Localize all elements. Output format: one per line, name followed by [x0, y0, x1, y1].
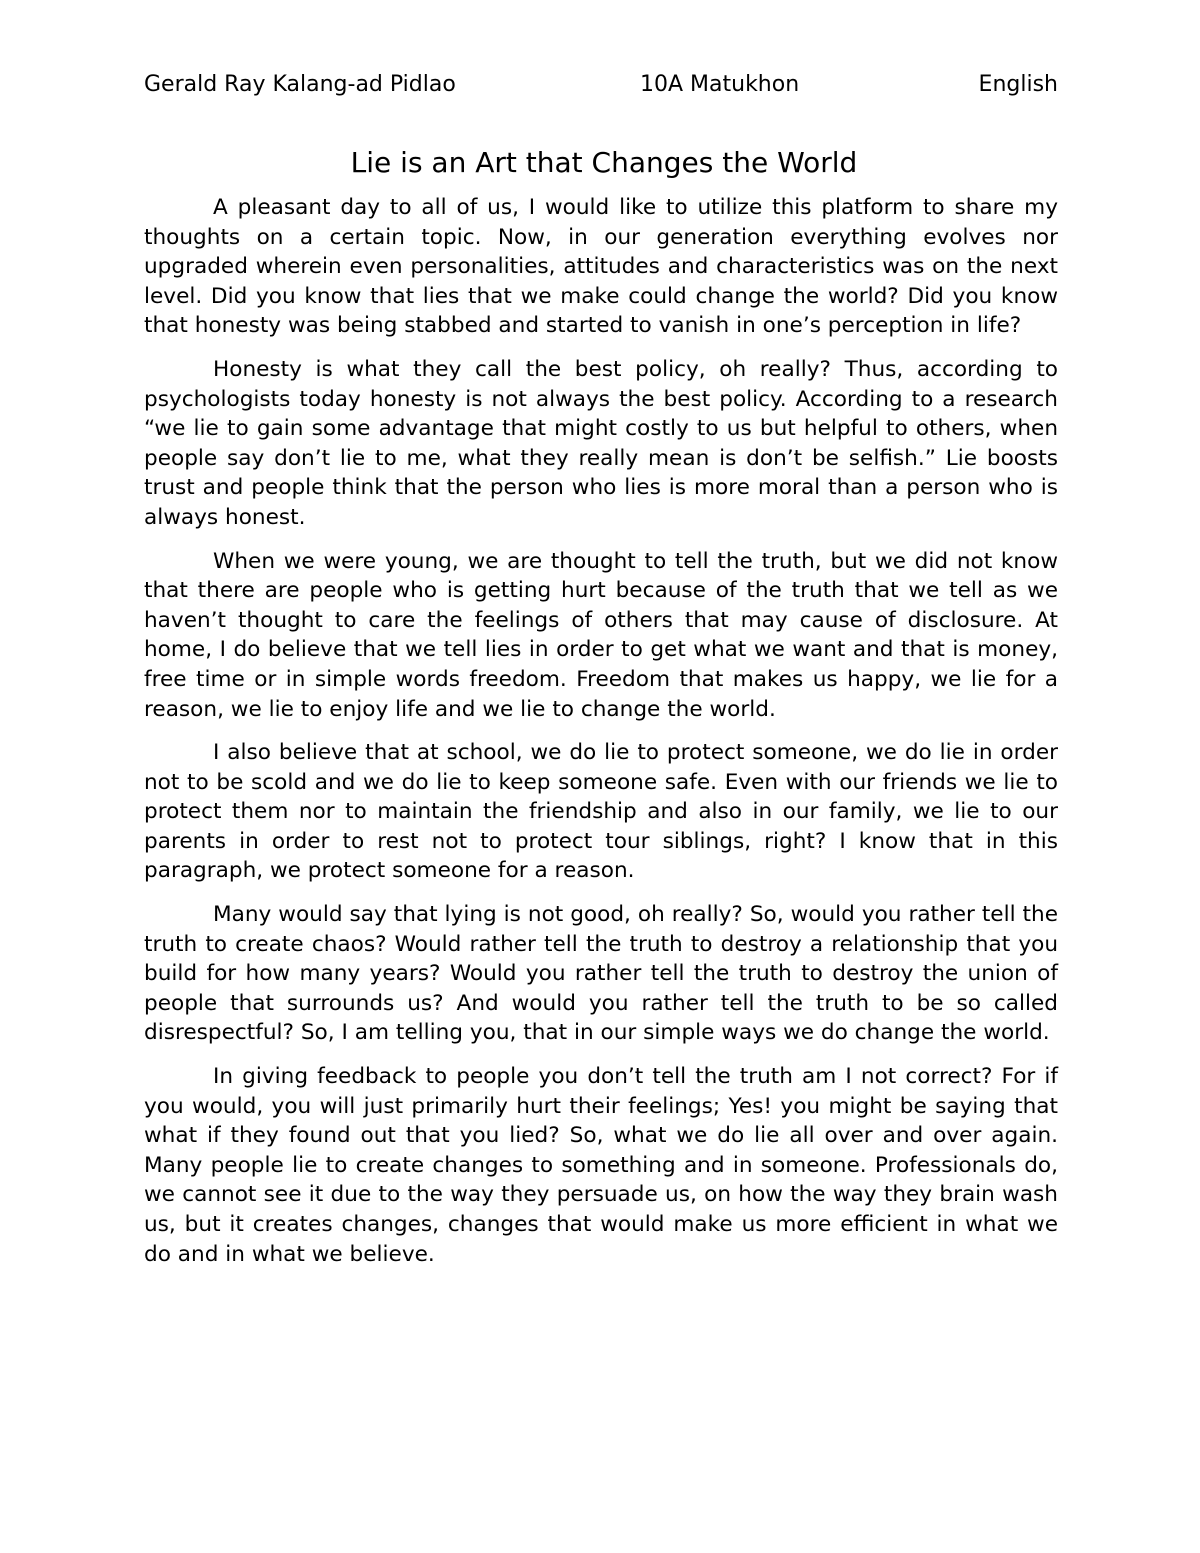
- paragraph-1: A pleasant day to all of us, I would like to utilize this platform to share my thoughts on a certain topic. Now, in our generation everything evolves nor upgraded wherein even personalities, attitudes and characteristics was on the next level. Did you know that lies that we make could change the world? Did you know that honesty was being stabbed and started to vanish in one’s perception in life?: [144, 195, 1058, 339]
- essay-body: [144, 193, 1058, 1269]
- author-name: Gerald Ray Kalang-ad Pidlao: [144, 72, 456, 97]
- paragraph-4: I also believe that at school, we do lie to protect someone, we do lie in order not to be scold and we do lie to keep someone safe. Even with our friends we lie to protect them nor to maintain the friendship and also in our family, we lie to our parents in order to rest not to protect tour siblings, right? I know that in this paragraph, we protect someone for a reason.: [144, 740, 1058, 884]
- document-page: [144, 66, 1058, 1283]
- paragraph-3: When we were young, we are thought to tell the truth, but we did not know that there are people who is getting hurt because of the truth that we tell as we haven’t thought to care the feelings of others that may cause of disclosure. At home, I do believe that we tell lies in order to get what we want and that is money, free time or in simple words freedom. Freedom that makes us happy, we lie for a reason, we lie to enjoy life and we lie to change the world.: [144, 548, 1058, 722]
- subject-name: English: [978, 72, 1058, 97]
- essay-title: Lie is an Art that Changes the World: [350, 146, 858, 179]
- document-header: [144, 66, 1058, 104]
- paragraph-2: Honesty is what they call the best policy, oh really? Thus, according to psychologists today honesty is not always the best policy. According to a research “we lie to gain some advantage that might costly to us but helpful to others, when people say don’t lie to me, what they really mean is don’t be selfish.” Lie boosts trust and people think that the person who lies is more moral than a person who is always honest.: [144, 356, 1058, 530]
- class-section: 10A Matukhon: [640, 72, 800, 97]
- paragraph-6: In giving feedback to people you don’t tell the truth am I not correct? For if you would, you will just primarily hurt their feelings; Yes! you might be saying that what if they found out that you lied? So, what we do lie all over and over again. Many people lie to create changes to something and in someone. Professionals do, we cannot see it due to the way they persuade us, on how the way they brain wash us, but it creates changes, changes that would make us more efficient in what we do and in what we believe.: [144, 1064, 1058, 1267]
- paragraph-5: Many would say that lying is not good, oh really? So, would you rather tell the truth to create chaos? Would rather tell the truth to destroy a relationship that you build for how many years? Would you rather tell the truth to destroy the union of people that surrounds us? And would you rather tell the truth to be so called disrespectful? So, I am telling you, that in our simple ways we do change the world.: [144, 902, 1058, 1046]
